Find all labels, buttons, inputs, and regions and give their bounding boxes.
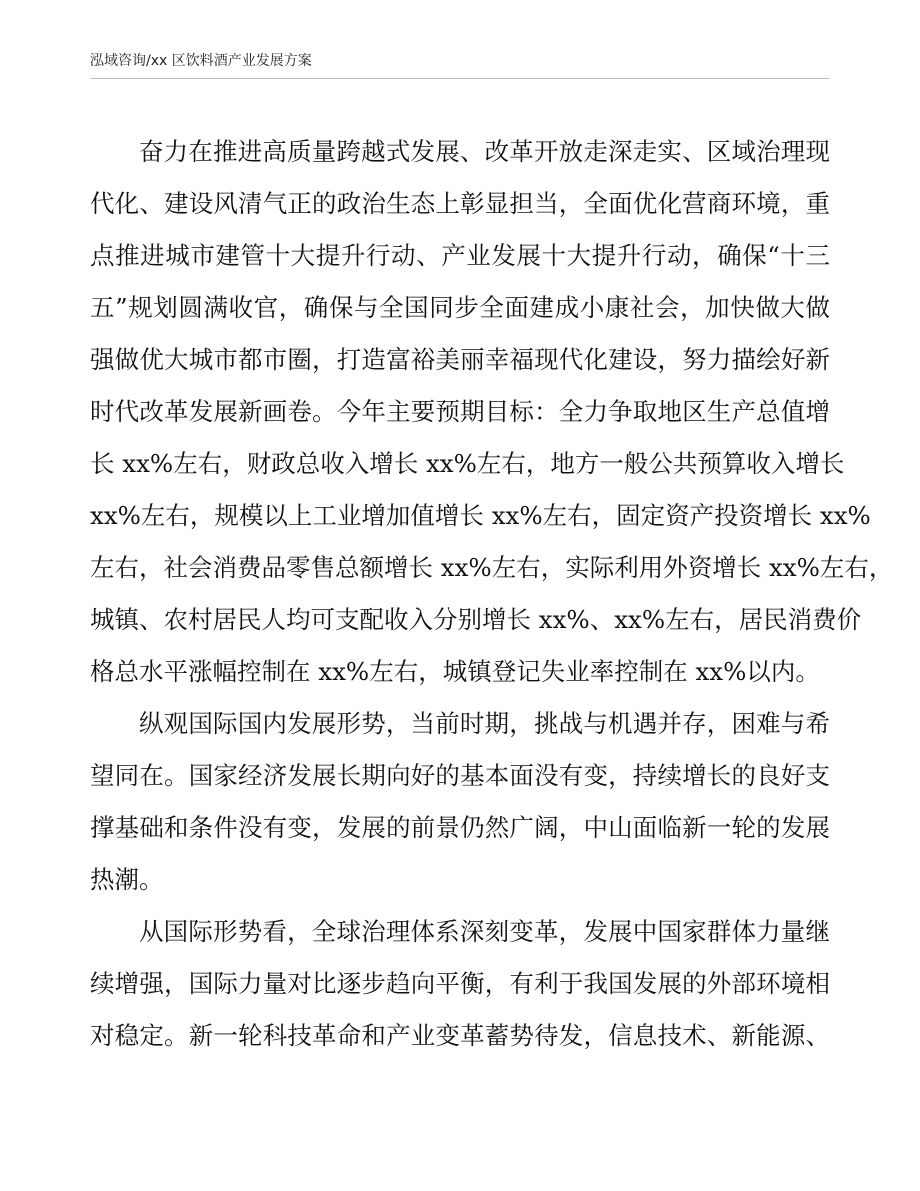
paragraph <box>90 698 830 906</box>
text-line: 代化、建设风清气正的政治生态上彰显担当，全面优化营商环境，重 <box>90 189 830 218</box>
text-line: 望同在。国家经济发展长期向好的基本面没有变，持续增长的良好支 <box>90 761 830 790</box>
text-line: 点推进城市建管十大提升行动、产业发展十大提升行动，确保“十三 <box>90 241 830 270</box>
text-line: 五”规划圆满收官，确保与全国同步全面建成小康社会，加快做大做 <box>90 293 830 322</box>
header-divider <box>90 78 830 79</box>
text-line: 格总水平涨幅控制在 xx%左右，城镇登记失业率控制在 xx%以内。 <box>90 657 820 686</box>
text-line: 长 xx%左右，财政总收入增长 xx%左右，地方一般公共预算收入增长 <box>90 449 845 478</box>
text-line: 撑基础和条件没有变，发展的前景仍然广阔，中山面临新一轮的发展 <box>90 813 830 842</box>
text-line: xx%左右，规模以上工业增加值增长 xx%左右，固定资产投资增长 xx% <box>90 501 871 530</box>
text-line: 城镇、农村居民人均可支配收入分别增长 xx%、xx%左右，居民消费价 <box>90 605 862 634</box>
page-header: 泓域咨询/xx 区饮料酒产业发展方案 <box>90 53 312 69</box>
text-line: 强做优大城市都市圈，打造富裕美丽幸福现代化建设，努力描绘好新 <box>90 345 830 374</box>
text-line: 纵观国际国内发展形势，当前时期，挑战与机遇并存，困难与希 <box>139 709 830 738</box>
text-line: 对稳定。新一轮科技革命和产业变革蓄势待发，信息技术、新能源、 <box>90 1021 830 1050</box>
paragraph <box>90 906 830 1062</box>
paragraph <box>90 126 894 698</box>
text-line: 从国际形势看，全球治理体系深刻变革，发展中国家群体力量继 <box>139 917 830 946</box>
text-line: 续增强，国际力量对比逐步趋向平衡，有利于我国发展的外部环境相 <box>90 969 830 998</box>
document-body <box>90 126 894 1062</box>
text-line: 左右，社会消费品零售总额增长 xx%左右，实际利用外资增长 xx%左右， <box>90 553 894 582</box>
text-line: 时代改革发展新画卷。今年主要预期目标：全力争取地区生产总值增 <box>90 397 830 426</box>
text-line: 热潮。 <box>90 865 164 894</box>
text-line: 奋力在推进高质量跨越式发展、改革开放走深走实、区域治理现 <box>139 137 830 166</box>
